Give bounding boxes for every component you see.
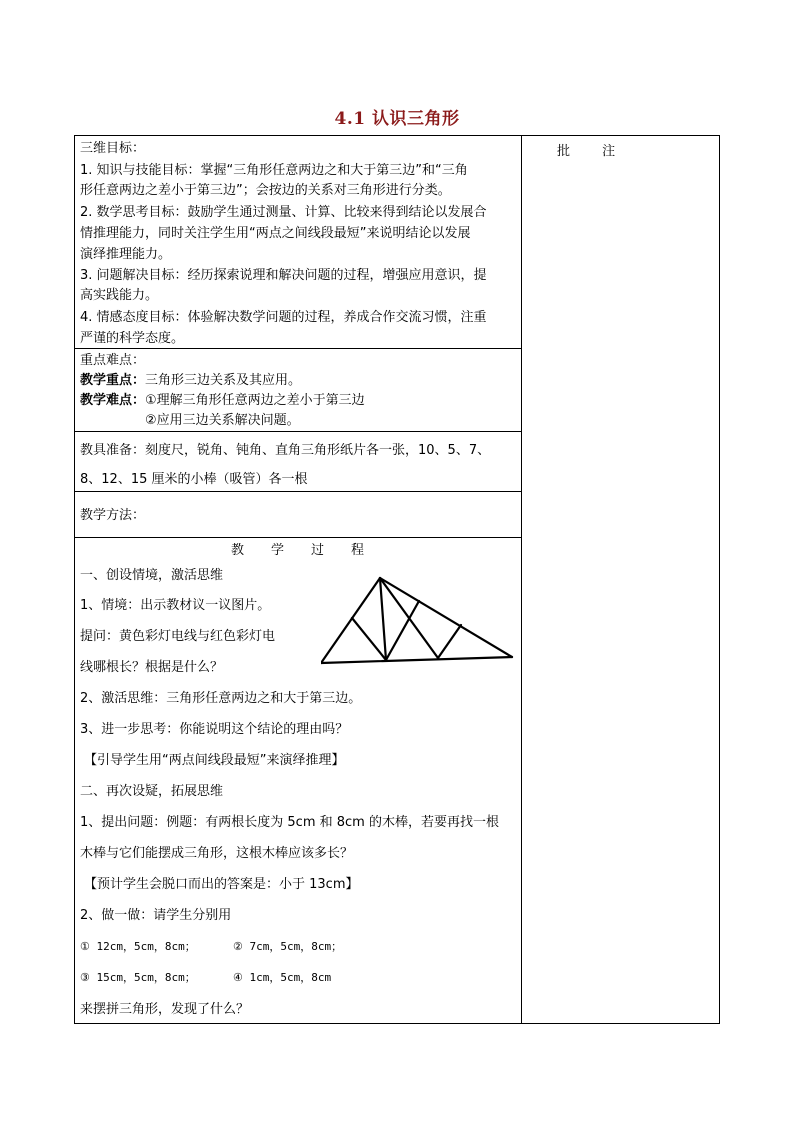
focus-text: 三角形三边关系及其应用。 (145, 373, 302, 388)
section-2-heading: 二、再次设疑，拓展思维 (80, 784, 224, 799)
process-title: 教学过程 (231, 543, 392, 558)
difficulty-text-2: ②应用三边关系解决问题。 (145, 413, 300, 428)
key-points-heading: 重点难点： (80, 353, 146, 368)
s1-question-1: 提问：黄色彩灯电线与红色彩灯电 (80, 629, 276, 644)
s1-item-1: 1、情境：出示教材议一议图片。 (80, 598, 271, 613)
option-4: ④ 1cm，5cm，8cm (233, 971, 332, 984)
method-label: 教学方法： (80, 508, 146, 523)
goal-line: 高实践能力。 (80, 288, 159, 303)
column-divider (521, 136, 522, 1023)
s2-item-1a: 1、提出问题：例题：有两根长度为 5cm 和 8cm 的木棒，若要再找一根 (80, 815, 499, 830)
triangle-inner-line (438, 625, 461, 658)
lesson-table (74, 135, 720, 1024)
s2-item-1b: 木棒与它们能摆成三角形，这根木棒应该多长？ (80, 846, 354, 861)
option-1: ① 12cm，5cm，8cm； (80, 940, 196, 953)
difficulty-text-1: ①理解三角形任意两边之差小于第三边 (145, 393, 365, 408)
tools-line-2: 8、12、15 厘米的小棒（吸管）各一根 (80, 472, 308, 487)
tools-line-1: 教具准备：刻度尺，锐角、钝角、直角三角形纸片各一张，10、5、7、 (80, 443, 491, 458)
triangle-base (321, 657, 512, 663)
goal-line: 严谨的科学态度。 (80, 331, 185, 346)
option-3: ③ 15cm，5cm，8cm； (80, 971, 196, 984)
s2-item-2: 2、做一做：请学生分别用 (80, 908, 232, 923)
row-divider (75, 431, 521, 432)
row-divider (75, 491, 521, 492)
page-title: 4.1 认识三角形 (334, 109, 460, 129)
goal-line: 3. 问题解决目标：经历探索说理和解决问题的过程，增强应用意识，提 (80, 268, 487, 283)
difficulty-label: 教学难点： (80, 393, 146, 408)
triangle-lines (321, 578, 512, 663)
goal-line: 形任意两边之差小于第三边”；会按边的关系对三角形进行分类。 (80, 183, 451, 198)
section-1-heading: 一、创设情境，激活思维 (80, 568, 224, 583)
focus-label: 教学重点： (80, 373, 146, 388)
goal-line: 1. 知识与技能目标：掌握“三角形任意两边之和大于第三边”和“三角 (80, 163, 468, 178)
triangle-inner-line (352, 618, 386, 660)
option-2: ② 7cm，5cm，8cm； (233, 940, 343, 953)
row-divider (75, 537, 521, 538)
s1-item-3: 3、进一步思考：你能说明这个结论的理由吗？ (80, 722, 349, 737)
goals-heading: 三维目标： (80, 141, 146, 156)
goal-line: 4. 情感态度目标：体验解决数学问题的过程，养成合作交流习惯，注重 (80, 310, 487, 325)
s1-guide: 【引导学生用“两点间线段最短”来演绎推理】 (84, 753, 345, 768)
goal-line: 演绎推理能力。 (80, 247, 172, 262)
triangle-left-side (321, 578, 380, 663)
difficulty-row (80, 391, 365, 411)
focus-row (80, 371, 301, 391)
s1-question-2: 线哪根长？根据是什么？ (80, 660, 224, 675)
triangle-inner-line (380, 578, 386, 660)
row-divider (75, 348, 521, 349)
s1-item-2: 2、激活思维：三角形任意两边之和大于第三边。 (80, 691, 362, 706)
triangle-figure (321, 576, 521, 666)
s2-predict: 【预计学生会脱口而出的答案是：小于 13cm】 (84, 877, 359, 892)
goal-line: 2. 数学思考目标：鼓励学生通过测量、计算、比较来得到结论以发展合 (80, 205, 487, 220)
notes-column-header: 批 注 (557, 144, 630, 159)
s2-conclusion: 来摆拼三角形，发现了什么？ (80, 1002, 250, 1017)
goal-line: 情推理能力，同时关注学生用“两点之间线段最短”来说明结论以发展 (80, 226, 471, 241)
